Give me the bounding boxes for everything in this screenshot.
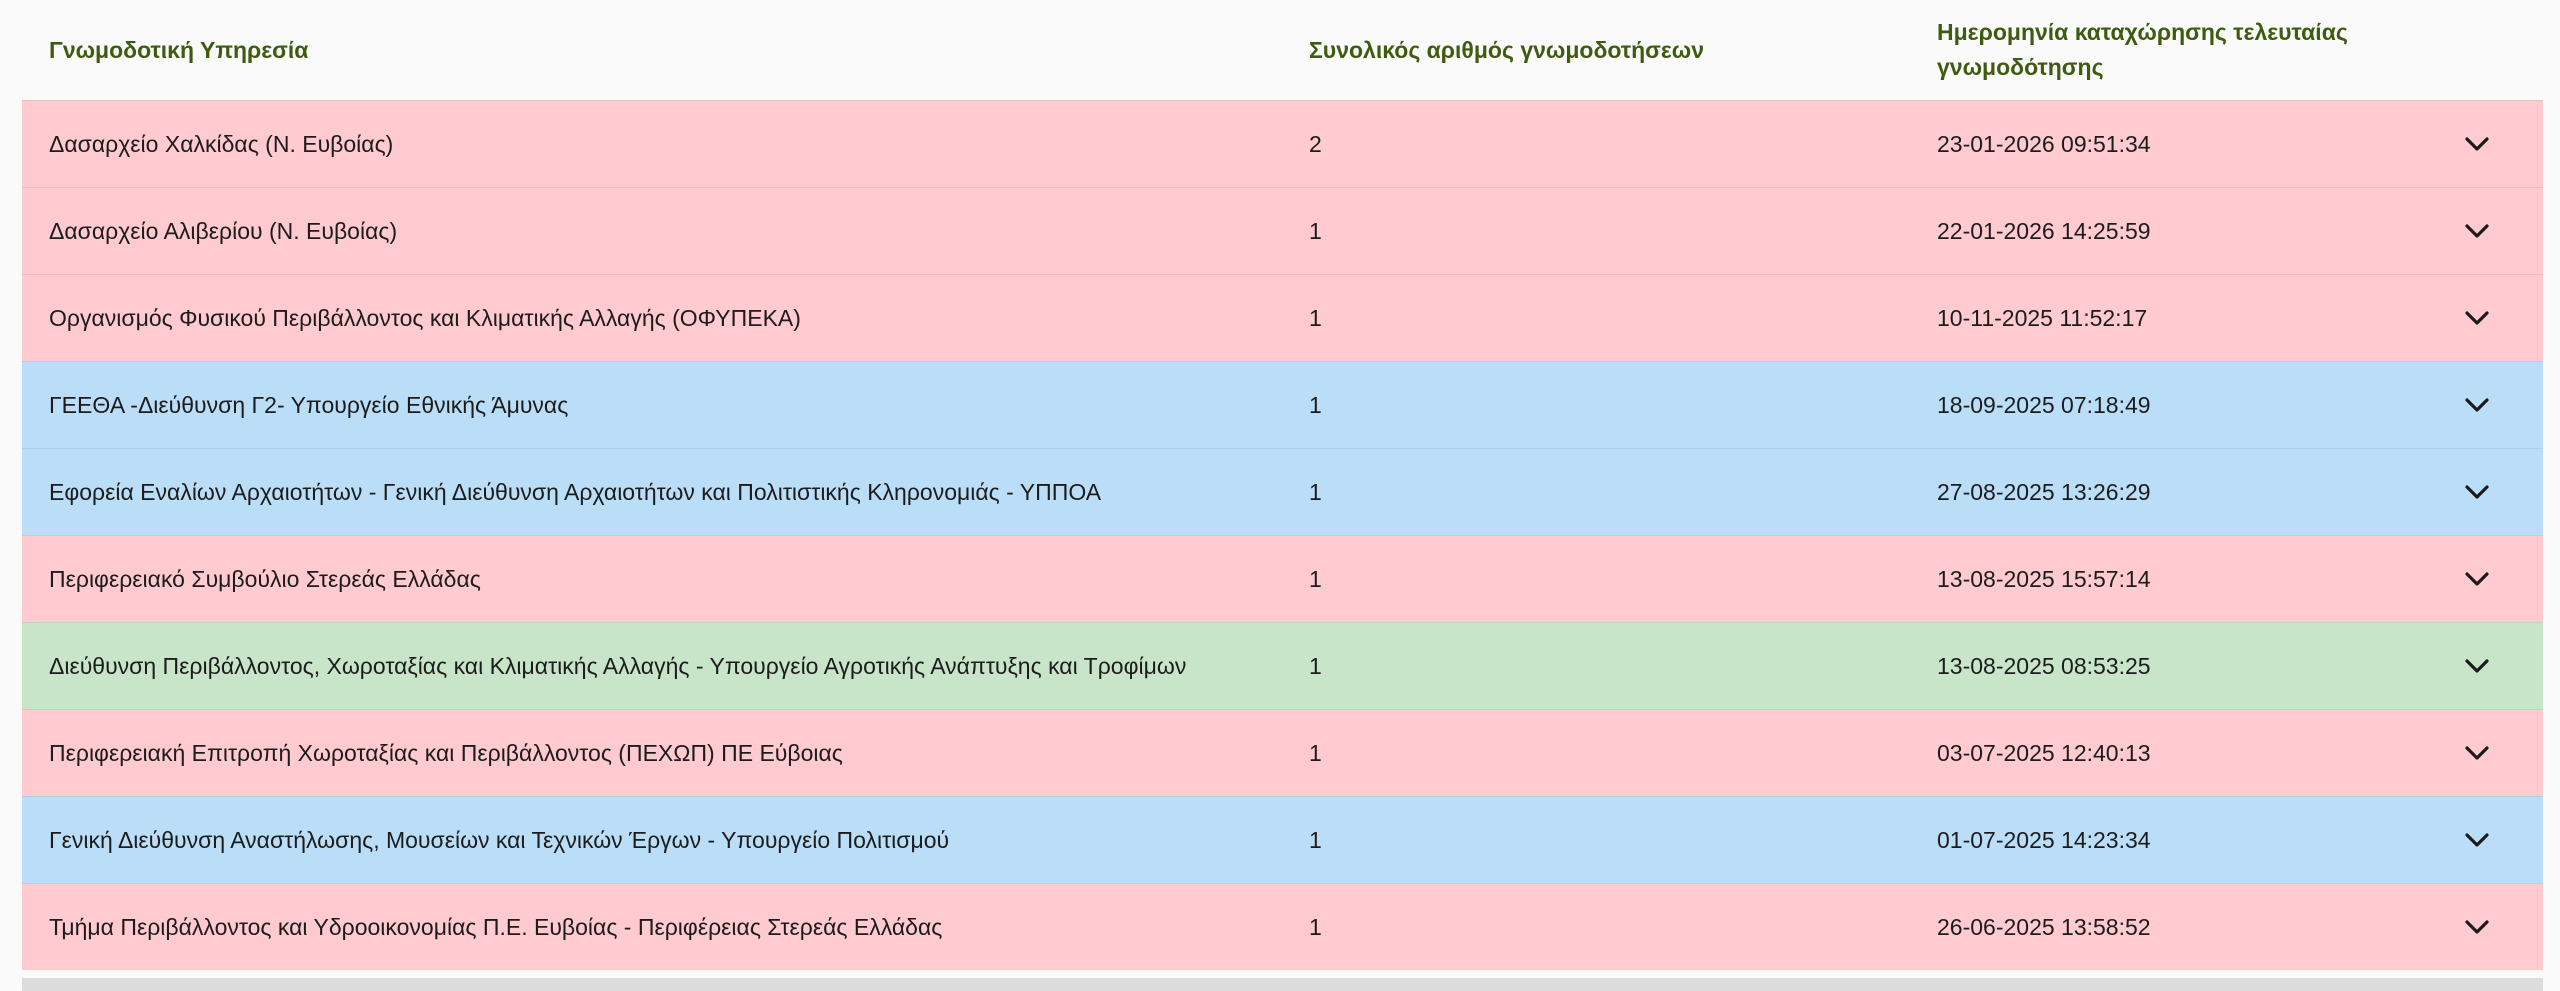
service-name-cell: Δασαρχείο Αλιβερίου (Ν. Ευβοίας): [49, 217, 398, 244]
table-row[interactable]: [22, 622, 2543, 709]
table-row[interactable]: [22, 448, 2543, 535]
table-body: [22, 100, 2543, 970]
chevron-down-icon: [2464, 918, 2490, 936]
service-name-cell: Περιφερειακό Συμβούλιο Στερεάς Ελλάδας: [49, 565, 481, 592]
service-name-cell: ΓΕΕΘΑ -Διεύθυνση Γ2- Υπουργείο Εθνικής Άμυνας: [49, 391, 569, 418]
total-opinions-cell: 1: [1309, 217, 1322, 244]
table-row[interactable]: [22, 187, 2543, 274]
expand-row-button[interactable]: [2410, 884, 2543, 970]
last-date-cell: 18-09-2025 07:18:49: [1937, 391, 2151, 418]
last-date-cell: 23-01-2026 09:51:34: [1937, 130, 2151, 157]
service-name-cell: Τμήμα Περιβάλλοντος και Υδροοικονομίας Π.Ε. Ευβοίας - Περιφέρειας Στερεάς Ελλάδας: [49, 913, 943, 940]
last-date-cell: 10-11-2025 11:52:17: [1937, 304, 2148, 331]
service-name-cell: Περιφερειακή Επιτροπή Χωροταξίας και Περιβάλλοντος (ΠΕΧΩΠ) ΠΕ Εύβοιας: [49, 739, 843, 766]
expand-row-button[interactable]: [2410, 362, 2543, 448]
header-total[interactable]: Συνολικός αριθμός γνωμοδοτήσεων: [1309, 36, 1705, 63]
expand-row-button[interactable]: [2410, 710, 2543, 796]
table-row[interactable]: [22, 883, 2543, 970]
expand-row-button[interactable]: [2410, 101, 2543, 187]
chevron-down-icon: [2464, 222, 2490, 240]
table-row[interactable]: [22, 274, 2543, 361]
total-opinions-cell: 1: [1309, 304, 1322, 331]
last-date-cell: 01-07-2025 14:23:34: [1937, 826, 2151, 853]
total-opinions-cell: 1: [1309, 826, 1322, 853]
expand-row-button[interactable]: [2410, 449, 2543, 535]
table-row[interactable]: [22, 709, 2543, 796]
opinions-table: [22, 0, 2543, 970]
service-name-cell: Διεύθυνση Περιβάλλοντος, Χωροταξίας και Κλιματικής Αλλαγής - Υπουργείο Αγροτικής Ανάπτυξης και Τροφίμων: [49, 652, 1187, 679]
total-opinions-cell: 2: [1309, 130, 1322, 157]
expand-row-button[interactable]: [2410, 797, 2543, 883]
last-date-cell: 22-01-2026 14:25:59: [1937, 217, 2151, 244]
last-date-cell: 26-06-2025 13:58:52: [1937, 913, 2151, 940]
expand-row-button[interactable]: [2410, 623, 2543, 709]
chevron-down-icon: [2464, 831, 2490, 849]
table-row[interactable]: [22, 535, 2543, 622]
service-name-cell: Εφορεία Εναλίων Αρχαιοτήτων - Γενική Διεύθυνση Αρχαιοτήτων και Πολιτιστικής Κληρονομιάς - ΥΠΠΟΑ: [49, 478, 1102, 505]
expand-row-button[interactable]: [2410, 536, 2543, 622]
header-service[interactable]: Γνωμοδοτική Υπηρεσία: [49, 36, 309, 63]
total-opinions-cell: 1: [1309, 391, 1322, 418]
service-name-cell: Δασαρχείο Χαλκίδας (Ν. Ευβοίας): [49, 130, 394, 157]
chevron-down-icon: [2464, 135, 2490, 153]
last-date-cell: 03-07-2025 12:40:13: [1937, 739, 2151, 766]
chevron-down-icon: [2464, 657, 2490, 675]
total-opinions-cell: 1: [1309, 565, 1322, 592]
last-date-cell: 13-08-2025 15:57:14: [1937, 565, 2151, 592]
total-opinions-cell: 1: [1309, 652, 1322, 679]
chevron-down-icon: [2464, 570, 2490, 588]
chevron-down-icon: [2464, 483, 2490, 501]
table-row[interactable]: [22, 796, 2543, 883]
expand-row-button[interactable]: [2410, 275, 2543, 361]
total-opinions-cell: 1: [1309, 913, 1322, 940]
service-name-cell: Οργανισμός Φυσικού Περιβάλλοντος και Κλιματικής Αλλαγής (ΟΦΥΠΕΚΑ): [49, 304, 801, 331]
chevron-down-icon: [2464, 396, 2490, 414]
last-date-cell: 27-08-2025 13:26:29: [1937, 478, 2151, 505]
total-opinions-cell: 1: [1309, 478, 1322, 505]
last-date-cell: 13-08-2025 08:53:25: [1937, 652, 2151, 679]
table-footer-divider: [22, 978, 2543, 991]
total-opinions-cell: 1: [1309, 739, 1322, 766]
table-header: [22, 0, 2543, 100]
header-last-date[interactable]: Ημερομηνία καταχώρησης τελευταίας γνωμοδότησης: [1937, 19, 2348, 80]
chevron-down-icon: [2464, 744, 2490, 762]
expand-row-button[interactable]: [2410, 188, 2543, 274]
table-row[interactable]: [22, 361, 2543, 448]
service-name-cell: Γενική Διεύθυνση Αναστήλωσης, Μουσείων και Τεχνικών Έργων - Υπουργείο Πολιτισμού: [49, 826, 950, 853]
chevron-down-icon: [2464, 309, 2490, 327]
table-row[interactable]: [22, 100, 2543, 187]
